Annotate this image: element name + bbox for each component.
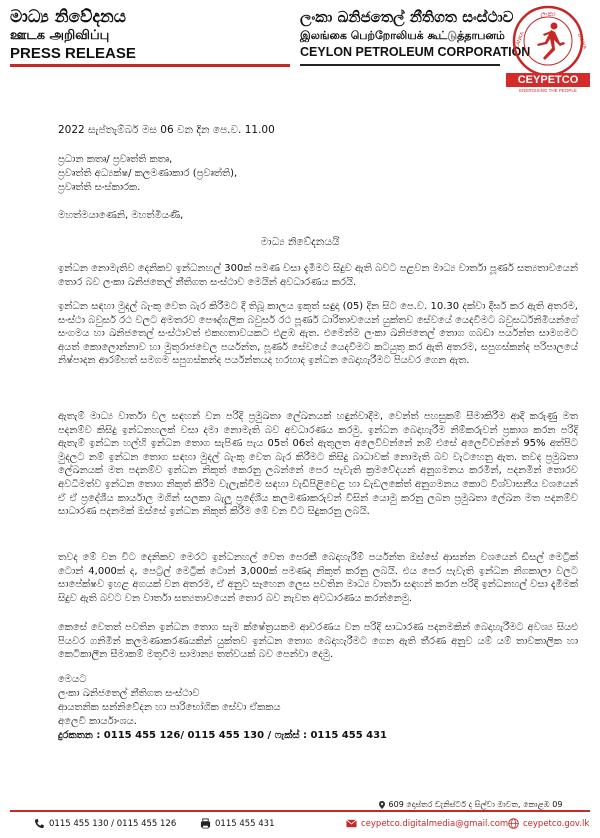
runner-icon (537, 23, 565, 61)
addressee-line: ප්‍රධාන කතෘ/ ප්‍රවෘත්ති කතෘ, (58, 154, 173, 165)
org-name-sinhala: ලංකා ඛනිජතෙල් නීතිගත සංස්ථාව (300, 8, 514, 26)
header-divider-black (300, 64, 500, 66)
ceypetco-logo (507, 4, 589, 78)
footer-email[interactable] (346, 818, 508, 829)
addressee-line: ප්‍රවෘත්ති සංස්කාරක. (58, 182, 141, 193)
closing-line: අලෙවි කාර්යාංශය. (58, 716, 137, 727)
media-release-tamil: ஊடக அறிவிப்பு (10, 28, 110, 43)
footer-address (378, 800, 562, 810)
logo-ring-top-text: ලංකා (540, 10, 556, 18)
fax-icon (200, 818, 211, 829)
footer-website-text[interactable]: ceypetco.gov.lk (523, 818, 590, 829)
footer-phone-text: 0115 455 130 / 0115 455 126 (49, 818, 177, 829)
footer-email-text[interactable]: ceypetco.digitalmedia@gmail.com (361, 818, 509, 829)
footer-address-text: 609 දොස්තර ඩැනිස්ටර් ද සිල්වා මාවත, කොළඹ 09 (388, 800, 563, 809)
contact-line: දුරකතන : 0115 455 126/ 0115 455 130 / ෆැක්ස් : 0115 455 431 (58, 730, 388, 741)
location-pin-icon (378, 801, 386, 809)
body-paragraph: තවද මේ වන විට දෙනිකව මෙරට ඉන්ධනහල් වෙත පෙරකී බෙදාහැරීම් පර්යන්ත ඔස්සේ ආසන්න වශයෙන් ඩීසල් මෙට්‍රික් ටොන් 4,000ක් ද, පෙට්‍රල් මෙට්‍රික් ටොන් 3,000ක් පමණද නිකුත් කරනු ලබයි. එය පෙර පැවැති ඉන්ධන නිගකාලා වලට සාපේක්ෂව ඉහළ අගයක් වන අතරම, ඒ අනුව සෑහෙන ලෙස පවතින මාධ්‍ය වාර්තා සඳහන් කරන පරිදි ඉන්ධනහල් වසා දැමීමක් සිදුව ඇති බවට වන වාර්තා සත්‍යතාවයෙන් තොර බව නැවත අවධාරණය කරන්නෙමු. (58, 552, 578, 604)
footer-website[interactable] (508, 818, 589, 829)
email-icon (346, 818, 357, 829)
logo-badge: CEYPETCO (506, 73, 590, 87)
logo-tagline: ENERGISING THE PEOPLE (519, 88, 577, 93)
release-title: මාධ්‍ය නිවේදනයයි (260, 236, 340, 248)
body-paragraph: ඉන්ධන නොමැතිව දෙනිකව ඉන්ධනහල් 300ක් පමණ වසා දැමීමට සිදුව ඇති බවට පළවන මාධ්‍ය වාර්තා පූර්ණ සත්‍යතාවයෙන් තොර බව ලංකා ඛනිජතෙල් නීතිගත සංස්ථාව මෙයින් අවධාරණය කරයි. (58, 263, 578, 288)
closing-line: ආයතනික සන්නිවේදන හා පාරිභෝගික සේවා ඒකකය (58, 702, 281, 713)
media-release-sinhala: මාධ්‍ය නිවේදනය (10, 7, 126, 27)
press-release-heading: PRESS RELEASE (10, 45, 136, 62)
addressee-line: ප්‍රවෘත්ති අධ්‍යක්ෂ/ කලමණාකාර (ප්‍රවෘත්ති), (58, 168, 238, 179)
footer-divider (10, 810, 590, 812)
body-paragraph: ඇතැම් මාධ්‍ය වාර්තා වල සඳහන් වන පරිදි ප්‍රමුඛතා ලේඛනයක් හඳුන්වාදීම, වෙන්ත් පහසුකම් සීමාකිරීම ආදී කරුණු මත පදනම්ව කිසිදු ඉන්ධනහලක් වසා දමා නොමැති බව අවධාරණය කරමු. ඉන්ධන බෙදාහැරීම නිම්කරුවන් ප්‍රකාශ කරන පරිදි ඇතැම් ඉන්ධන හල්හි ඉන්ධන තොග සැපිණ පැය 05ත් 06ත් ඇතුලත අලෙවිවන්නේ නම් එසේ අලෙවිවන්නේ 95% අත්පිට මුදලට නම් ඉන්ධන තොග සඳහා මුදල් බැංකු වෙත බැර කිරීමට කිසිදු බාධාවක් නොමැති බව වැටහෙනු ඇත. තවද ප්‍රමුඛතා ලේඛනයක් මත පදනම්ව ඉන්ධන නිකුත් කෙරනු ලබන්නේ පෙර පැවැති ක්‍රමවේදයන් අනුගමනය කරමින්, පදනමින් තොරව අවධිමත්ව ඉන්ධන තොග නිකුත් කිරීම වැලැක්වීම සඳහා වැඩිපිළිවෙළ හා ඩැඩලකේත් අනුගමනය කොට විශ්වාසනීය වශයෙන් ඒ ඒ ප්‍රදේශීය කාර්යාල මගින් සලකා බැලූ ප්‍රදේශීය කලමණාකරුවන් විසින් යොමු කරනු ලබන ප්‍රමුඛතා ලේඛන මත පදනම්ව සාධාරණ පදනමක් ඔස්සේ ඉන්ධන නිකුත් කිරීම මේ වන විට සිදුකරනු ලබයි. (58, 411, 578, 518)
footer-fax (200, 818, 274, 829)
globe-icon (508, 818, 519, 829)
closing-line: මෙයට (58, 674, 87, 685)
body-paragraph: කෙසේ වෙතත් පවතින ඉන්ධන තොග සැම ක්ෂේත්‍රයකම ආවරණය වන පරිදි සාධාරණ පදනමකින් බෙදාහැරීමට අවශ්‍ය සියළු පියවර ගනිමින් කලමණාකරණයකින් යුක්තව ඉන්ධන තොග බෙදාහැරීමට ගෙන ඇති තීරණ අනුව යම් යම් තාවකාලික හා කෙටිකාලීන සීමාකම් මතුවීම සාමාන්‍ය තත්වයක් බව පෙන්වා දෙමු. (58, 622, 578, 661)
header-divider-red (10, 64, 290, 67)
org-name-tamil: இலங்கை பெற்றோலியக் கூட்டுத்தாபனம் (300, 29, 505, 42)
footer-phone (34, 818, 176, 829)
salutation: මහත්මයාණෙනි, මහත්මියණි, (58, 210, 184, 221)
org-name-english: CEYLON PETROLEUM CORPORATION (300, 45, 531, 59)
date-line: 2022 සැප්තැම්බර් මස 06 වන දින පෙ.ව. 11.00 (58, 124, 275, 136)
logo-ring-right-text: LANKA (576, 32, 588, 51)
closing-line: ලංකා ඛනිජතෙල් නීතිගත සංස්ථාව (58, 688, 200, 699)
logo-ring-left-text: LANKA (514, 31, 526, 49)
body-paragraph: ඉන්ධන සඳහා මුදල් බැංකු වෙත බැර කිරීමට දී තිබූ කාලය ඉකුත් සඳුදා (05) දින සිට පෙ.ව. 10.30 දක්වා දීර්ඝ කර ඇති අතරම, සංස්ථා බවුසර් රථ වලට අමතරව පෞද්ගලික බවුසර් රථ පූර්ණ ධාරිතාවයෙන් යුක්තව සේවයේ යෙදවීමට බවුසර්ධනිමියන්ගේ සංගමය හා ඛනිජතෙල් සංස්ථාවත් එකඟතාවයකට එළඹ ඇත. එමෙන්ම ලංකා ඛනිජතෙල් තොග ගබඩා පර්යන්ත සාමගමට අයත් කොලොන්නාව හා මුතුරාජවෙල පර්යන්ත, පූර්ණ සේවයේ යෙදවීමට කටයුතු කර ඇති අතරම, සපුගස්කන්ද පරිපාලයේ නිෂ්පාදන ආරම්භත් සමගම සපුගස්කන්ද පර්යන්තයද හරහාද ඉන්ධන බෙදාහැරීමට පියවර ගෙන ඇත. (58, 301, 578, 367)
footer-fax-text: 0115 455 431 (215, 818, 275, 829)
phone-icon (34, 818, 45, 829)
